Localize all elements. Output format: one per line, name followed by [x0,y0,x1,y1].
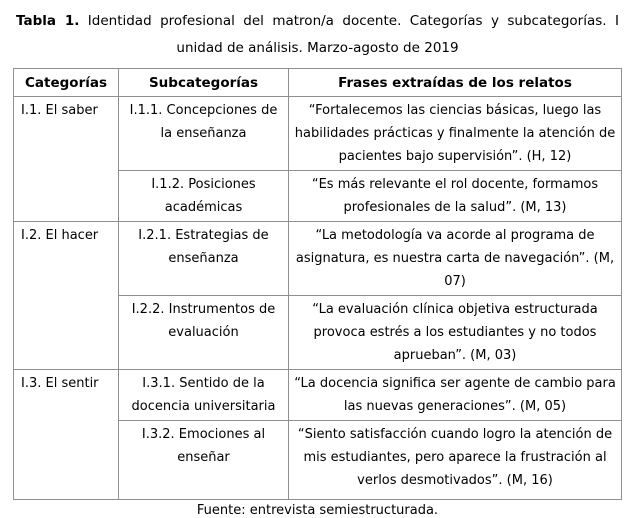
subcategory-cell: I.2.2. Instrumentos de evaluación [119,296,289,370]
subcategory-cell: I.3.2. Emociones al enseñar [119,421,289,500]
quote-cell: “La metodología va acorde al programa de asignatura, es nuestra carta de navegación”. (M, 07) [289,222,622,296]
subcategory-cell: I.2.1. Estrategias de enseñanza [119,222,289,296]
column-header-subcategorias: Subcategorías [119,69,289,97]
category-cell-el-hacer: I.2. El hacer [14,222,119,370]
column-header-frases: Frases extraídas de los relatos [289,69,622,97]
document-page [0,8,635,518]
table-row [14,222,622,296]
categories-table [13,68,622,500]
table-source-note: Fuente: entrevista semiestructurada. [196,503,439,518]
quote-cell: “La evaluación clínica objetiva estructurada provoca estrés a los estudiantes y no todos aprueban”. (M, 03) [289,296,622,370]
quote-cell: “Fortalecemos las ciencias básicas, luego las habilidades prácticas y finalmente la atención de pacientes bajo supervisión”. (H, 12) [289,97,622,171]
subcategory-cell: I.1.1. Concepciones de la enseñanza [119,97,289,171]
category-cell-el-saber: I.1. El saber [14,97,119,222]
quote-cell: “Es más relevante el rol docente, formamos profesionales de la salud”. (M, 13) [289,171,622,222]
quote-cell: “La docencia significa ser agente de cambio para las nuevas generaciones”. (M, 05) [289,370,622,421]
table-caption [16,8,619,62]
table-row [14,370,622,421]
table-caption-text: Identidad profesional del matron/a docente. Categorías y subcategorías. I unidad de análisis. Marzo-agosto de 2019 [79,13,619,56]
header-row [14,69,622,97]
column-header-categorias: Categorías [14,69,119,97]
table-row [14,97,622,171]
quote-cell: “Siento satisfacción cuando logro la atención de mis estudiantes, pero aparece la frustración al verlos desmotivados”. (M, 16) [289,421,622,500]
subcategory-cell: I.1.2. Posiciones académicas [119,171,289,222]
category-cell-el-sentir: I.3. El sentir [14,370,119,500]
subcategory-cell: I.3.1. Sentido de la docencia universitaria [119,370,289,421]
table-caption-label: Tabla 1. [16,13,80,29]
